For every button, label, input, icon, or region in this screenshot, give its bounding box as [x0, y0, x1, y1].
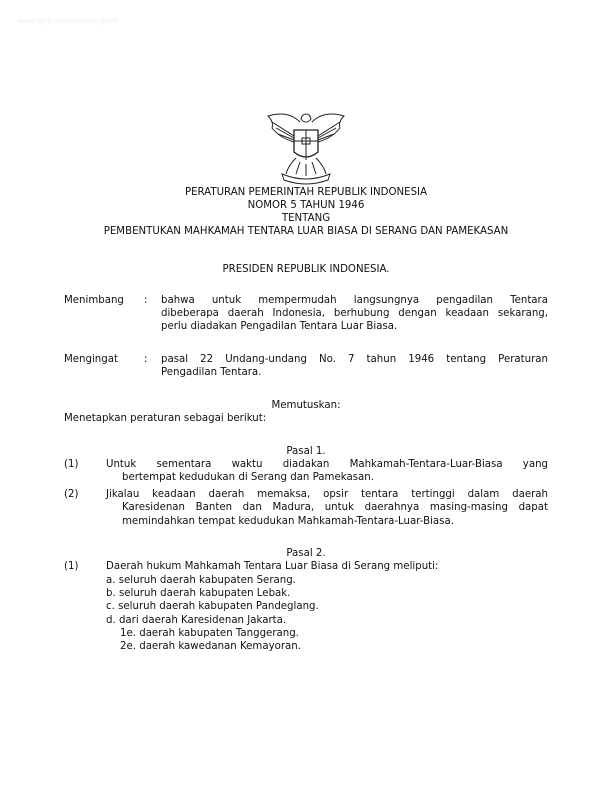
- pasal-2-title: Pasal 2.: [286, 548, 326, 559]
- pasal-1-title: Pasal 1.: [286, 446, 326, 457]
- watermark: www.djpp.depkumham.go.id: [18, 17, 118, 25]
- item-text: bertempat kedudukan di Serang dan Pamekasan.: [122, 472, 374, 483]
- title-line-3: TENTANG: [281, 213, 331, 224]
- item-number: (1): [64, 561, 79, 572]
- memutuskan: Memutuskan:: [271, 400, 341, 411]
- mengingat-text: Pengadilan Tentara.: [161, 367, 262, 378]
- title-line-2: NOMOR 5 TAHUN 1946: [247, 200, 365, 211]
- item-text: Jikalau keadaan daerah memaksa, opsir tentara tertinggi dalam daerah: [106, 489, 548, 500]
- item-text: memindahkan tempat kedudukan Mahkamah-Tentara-Luar-Biasa.: [122, 516, 454, 527]
- menimbang-label: Menimbang: [64, 295, 124, 306]
- title-line-1: PERATURAN PEMERINTAH REPUBLIK INDONESIA: [184, 187, 428, 198]
- item-text: Untuk sementara waktu diadakan Mahkamah-Tentara-Luar-Biasa yang: [106, 459, 548, 470]
- sub-sub-item: 2e. daerah kawedanan Kemayoran.: [120, 641, 301, 652]
- title-line-4: PEMBENTUKAN MAHKAMAH TENTARA LUAR BIASA DI SERANG DAN PAMEKASAN: [103, 226, 509, 237]
- mengingat-colon: :: [144, 354, 148, 365]
- menetapkan: Menetapkan peraturan sebagai berikut:: [64, 413, 267, 424]
- menimbang-colon: :: [144, 295, 148, 306]
- garuda-emblem: [262, 108, 350, 188]
- sub-sub-item: 1e. daerah kabupaten Tanggerang.: [120, 628, 299, 639]
- item-number: (2): [64, 489, 79, 500]
- menimbang-text: perlu diadakan Pengadilan Tentara Luar Biasa.: [161, 321, 398, 332]
- president-heading: PRESIDEN REPUBLIK INDONESIA.: [222, 264, 390, 275]
- menimbang-text: bahwa untuk mempermudah langsungnya pengadilan Tentara: [161, 295, 548, 306]
- menimbang-text: dibeberapa daerah Indonesia, berhubung dengan keadaan sekarang,: [161, 308, 548, 319]
- mengingat-text: pasal 22 Undang-undang No. 7 tahun 1946 tentang Peraturan: [161, 354, 548, 365]
- item-text: Daerah hukum Mahkamah Tentara Luar Biasa di Serang meliputi:: [106, 561, 439, 572]
- sub-item: b. seluruh daerah kabupaten Lebak.: [106, 588, 291, 599]
- sub-item: a. seluruh daerah kabupaten Serang.: [106, 575, 296, 586]
- mengingat-label: Mengingat: [64, 354, 118, 365]
- item-text: Karesidenan Banten dan Madura, untuk daerahnya masing-masing dapat: [122, 502, 548, 513]
- sub-item: c. seluruh daerah kabupaten Pandeglang.: [106, 601, 319, 612]
- sub-item: d. dari daerah Karesidenan Jakarta.: [106, 615, 287, 626]
- item-number: (1): [64, 459, 79, 470]
